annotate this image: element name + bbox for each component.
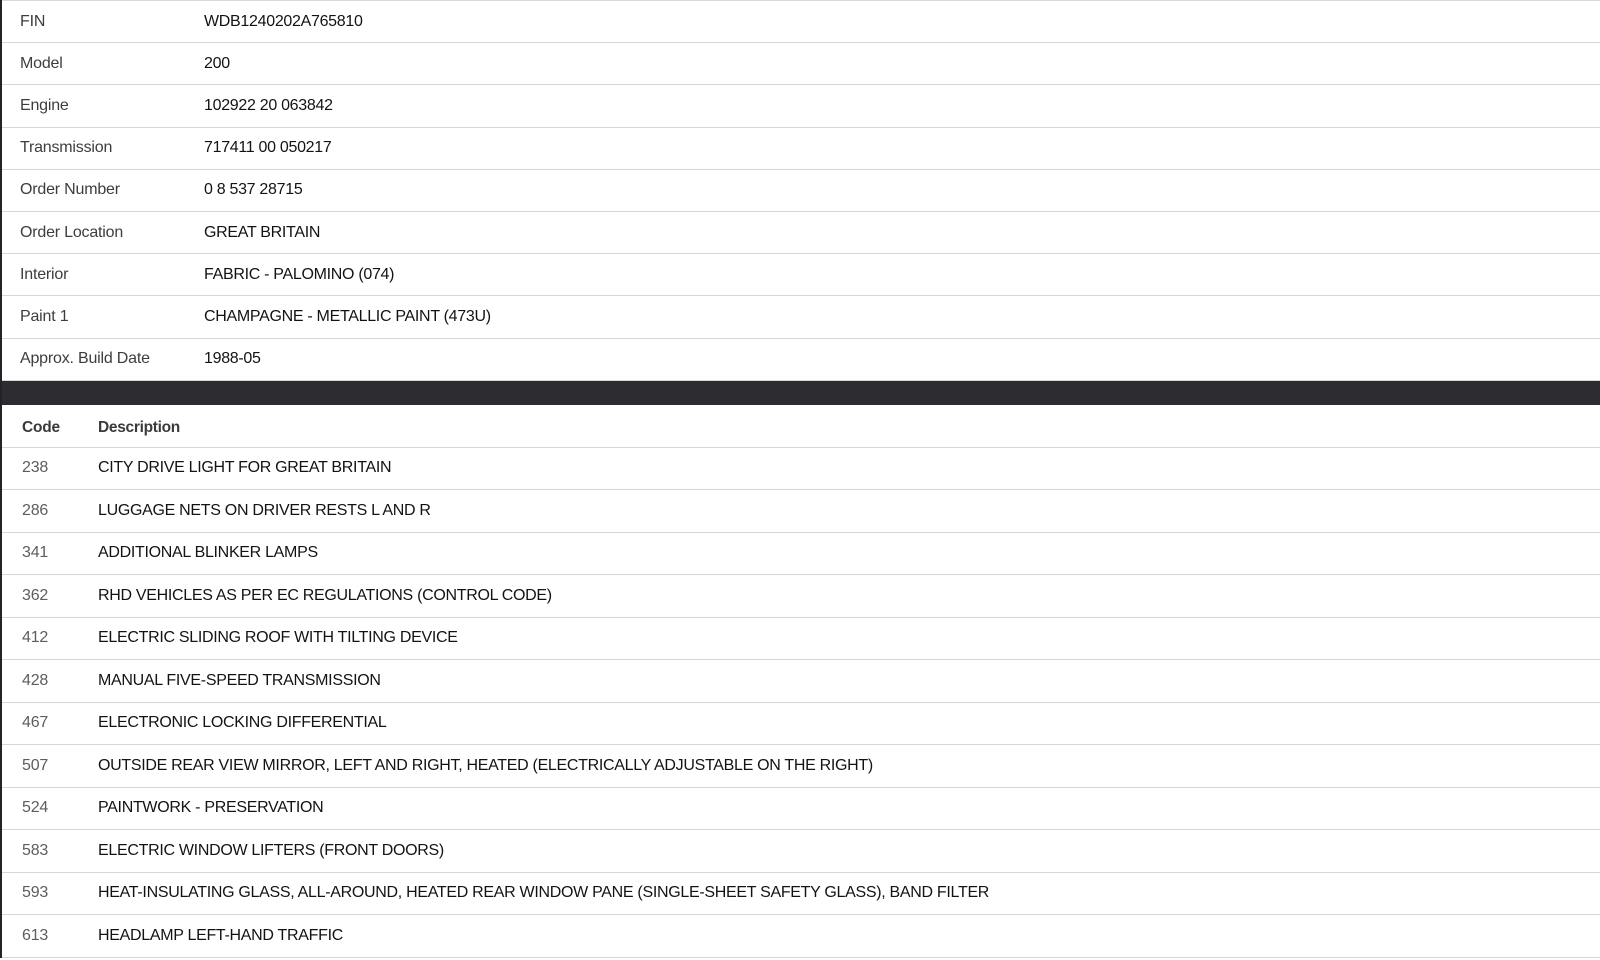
option-description: MANUAL FIVE-SPEED TRANSMISSION <box>98 671 381 689</box>
field-label: Engine <box>20 96 69 114</box>
option-codes-table <box>0 410 1600 958</box>
table-row <box>0 212 1600 254</box>
table-row <box>0 915 1600 958</box>
option-description: OUTSIDE REAR VIEW MIRROR, LEFT AND RIGHT, HEATED (ELECTRICALLY ADJUSTABLE ON THE RIGHT) <box>98 756 873 774</box>
option-code: 507 <box>22 756 49 774</box>
table-row <box>0 43 1600 85</box>
option-description: ELECTRIC WINDOW LIFTERS (FRONT DOORS) <box>98 841 444 859</box>
option-description: CITY DRIVE LIGHT FOR GREAT BRITAIN <box>98 459 392 477</box>
table-row <box>0 85 1600 127</box>
option-description: HEADLAMP LEFT-HAND TRAFFIC <box>98 926 343 944</box>
field-label: Approx. Build Date <box>20 350 150 368</box>
field-value: FABRIC - PALOMINO (074) <box>204 265 395 283</box>
option-description: LUGGAGE NETS ON DRIVER RESTS L AND R <box>98 501 431 519</box>
table-row <box>0 575 1600 618</box>
table-row <box>0 788 1600 831</box>
table-header-row <box>0 410 1600 448</box>
table-row <box>0 618 1600 661</box>
table-row <box>0 1 1600 43</box>
field-value: 717411 00 050217 <box>204 139 332 157</box>
table-row <box>0 128 1600 170</box>
table-row <box>0 745 1600 788</box>
table-row <box>0 703 1600 746</box>
option-description: HEAT-INSULATING GLASS, ALL-AROUND, HEATED REAR WINDOW PANE (SINGLE-SHEET SAFETY GLASS), BAND FILTER <box>98 884 990 902</box>
description-column-header: Description <box>98 419 180 437</box>
option-code: 583 <box>22 841 49 859</box>
table-row <box>0 339 1600 381</box>
option-code: 412 <box>22 629 49 647</box>
field-value: 0 8 537 28715 <box>204 181 303 199</box>
table-row <box>0 873 1600 916</box>
field-label: Order Number <box>20 181 120 199</box>
code-column-header: Code <box>22 419 60 437</box>
option-code: 467 <box>22 714 49 732</box>
table-row <box>0 448 1600 491</box>
table-row <box>0 830 1600 873</box>
field-value: GREAT BRITAIN <box>204 223 321 241</box>
table-row <box>0 490 1600 533</box>
table-row <box>0 533 1600 576</box>
table-row <box>0 660 1600 703</box>
option-description: ADDITIONAL BLINKER LAMPS <box>98 544 318 562</box>
table-row <box>0 170 1600 212</box>
field-value: WDB1240202A765810 <box>204 12 363 30</box>
table-left-border <box>0 0 2 958</box>
field-label: Transmission <box>20 139 113 157</box>
field-label: FIN <box>20 12 46 30</box>
option-code: 593 <box>22 884 49 902</box>
option-code: 362 <box>22 586 49 604</box>
option-code: 524 <box>22 799 49 817</box>
option-description: RHD VEHICLES AS PER EC REGULATIONS (CONTROL CODE) <box>98 586 552 604</box>
field-label: Interior <box>20 265 69 283</box>
field-label: Model <box>20 54 63 72</box>
table-row <box>0 254 1600 296</box>
section-divider-bar <box>0 381 1600 405</box>
field-label: Paint 1 <box>20 307 69 325</box>
field-label: Order Location <box>20 223 124 241</box>
option-description: ELECTRIC SLIDING ROOF WITH TILTING DEVICE <box>98 629 458 647</box>
vehicle-info-table <box>0 0 1600 381</box>
option-code: 428 <box>22 671 49 689</box>
field-value: CHAMPAGNE - METALLIC PAINT (473U) <box>204 307 491 325</box>
field-value: 200 <box>204 54 230 72</box>
option-code: 613 <box>22 926 49 944</box>
field-value: 1988-05 <box>204 350 261 368</box>
field-value: 102922 20 063842 <box>204 96 333 114</box>
option-code: 238 <box>22 459 49 477</box>
option-code: 341 <box>22 544 49 562</box>
option-description: PAINTWORK - PRESERVATION <box>98 799 324 817</box>
option-description: ELECTRONIC LOCKING DIFFERENTIAL <box>98 714 387 732</box>
option-code: 286 <box>22 501 49 519</box>
table-row <box>0 296 1600 338</box>
